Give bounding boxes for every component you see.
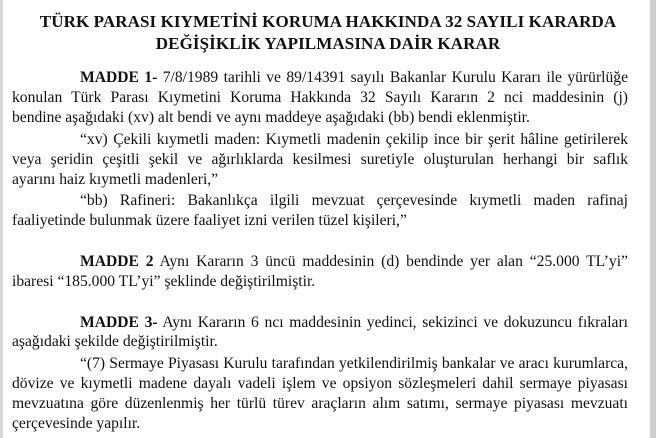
madde-1-bb-line-1: “bb) Rafineri: Bakanlıkça ilgili mevzuat çerçevesinde kıymetli maden rafinaj [80, 192, 628, 209]
madde-2-line-2: ibaresi “185.000 TL’yi” şeklinde değiştirilmiştir. [12, 273, 316, 290]
madde-2-heading: MADDE 2 [80, 253, 154, 270]
madde-1-xv-line-2: veya şeridin çeşitli şekil ve ağırlıklarda kesilmesi suretiyle oluşturulan herhangi bir saflık [12, 151, 628, 168]
madde-1-bb-line-2: faaliyetinde bulunmak üzere faaliyet izni verilen tüzel kişileri,” [12, 212, 407, 229]
madde-1-line-3: bendine aşağıdaki (xv) alt bendi ve aynı maddeye aşağıdaki (bb) bendi eklenmiştir. [12, 109, 530, 126]
madde-2-line-1 [80, 253, 628, 271]
madde-3-paragraph-7-line-2: dövize ve kıymetli madene dayalı vadeli işlem ve opsiyon sözleşmeleri dahil sermaye piyasası [12, 375, 628, 392]
madde-3-line-1 [80, 314, 628, 332]
madde-1-line-1 [80, 69, 628, 87]
madde-3-paragraph-7-line-4: çerçevesinde yapılır. [12, 415, 141, 432]
madde-2-text: Aynı Kararın 3 üncü maddesinin (d) bendinde yer alan “25.000 TL’yi” [153, 253, 628, 270]
madde-1-heading: MADDE 1- [80, 69, 158, 86]
madde-3-text: Aynı Kararın 6 ncı maddesinin yedinci, sekizinci ve dokuzuncu fıkraları [157, 314, 629, 331]
madde-3-paragraph-7-line-1: “(7) Sermaye Piyasası Kurulu tarafından yetkilendirilmiş bankalar ve aracı kurumlarca, [80, 355, 628, 372]
madde-1-line-2: konulan Türk Parası Kıymetini Koruma Hakkında 32 Sayılı Kararın 2 nci maddesinin (j) [12, 89, 628, 106]
scan-right-edge [650, 0, 656, 438]
madde-3-paragraph-7-line-3: mevzuatına göre düzenlenmiş her türlü türev araçların alım satımı, sermaye piyasası mevzuatı [12, 395, 628, 412]
scan-left-edge [0, 0, 3, 438]
madde-3-heading: MADDE 3- [80, 314, 158, 331]
madde-1-xv-line-1: “xv) Çekili kıymetli maden: Kıymetli madenin çekilip ince bir şerit hâline getirilerek [80, 131, 628, 148]
madde-1-text: 7/8/1989 tarihli ve 89/14391 sayılı Bakanlar Kurulu Kararı ile yürürlüğe [157, 69, 629, 86]
document-title-line-1: TÜRK PARASI KIYMETİNİ KORUMA HAKKINDA 32 SAYILI KARARDA [39, 12, 617, 31]
document-title-line-2: DEĞİŞİKLİK YAPILMASINA DAİR KARAR [155, 34, 501, 53]
madde-3-line-2: aşağıdaki şekilde değiştirilmiştir. [12, 333, 218, 350]
madde-1-xv-line-3: ayarını haiz kıymetli madenleri,” [12, 171, 219, 188]
